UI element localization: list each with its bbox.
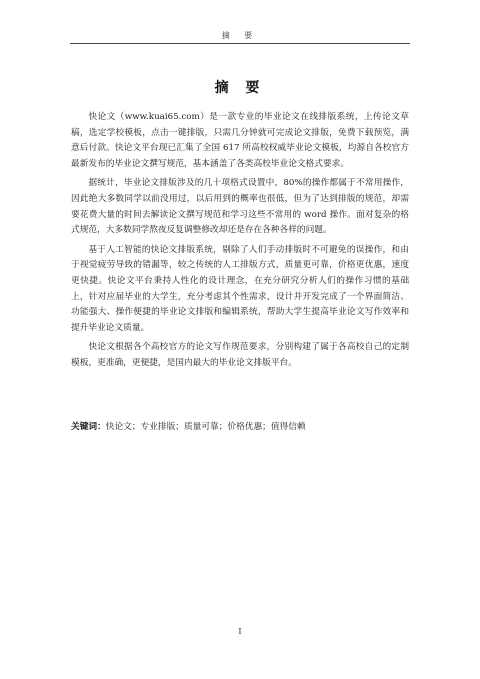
page-number: I	[238, 627, 242, 636]
abstract-paragraph-2: 据统计，毕业论文排版涉及的几十项格式设置中，80%的操作都属于不常用操作，因此绝大多数同学以前没用过，以后用到的概率也很低，但为了达到排版的规范，却需要花费大量的时间去解读论文撰写规范和学习这些不常用的 word 操作。面对复杂的格式规范，大多数同学熬夜反复调整修改却还是存在各种各样的问题。	[71, 178, 409, 236]
header-rule	[70, 43, 410, 44]
abstract-paragraph-1: 快论文（www.kuai65.com）是一款专业的毕业论文在线排版系统，上传论文草稿，选定学校模板，点击一键排版，只需几分钟就可完成论文排版，免费下载预览，满意后付款。快论文平台现已汇集了全国 617 所高校权威毕业论文模板，均源自各校官方最新发布的毕业论文撰写规范，基本涵盖了各类高校毕业论文格式要求。	[71, 112, 409, 169]
abstract-paragraph-4: 快论文根据各个高校官方的论文写作规范要求，分别构建了属于各高校自己的定制模板，更准确，更便捷，是国内最大的毕业论文排版平台。	[71, 342, 409, 368]
keywords-line	[71, 420, 409, 435]
running-header: 摘 要	[221, 31, 259, 40]
page-title: 摘 要	[214, 80, 266, 96]
abstract-body	[71, 110, 409, 376]
keywords-label: 关键词：	[71, 422, 106, 432]
abstract-paragraph-3: 基于人工智能的快论文排版系统，剔除了人们手动排版时不可避免的误操作，和由于视觉疲劳导致的错漏等，较之传统的人工排版方式，质量更可靠，价格更优惠，速度更快捷。快论文平台秉持人性化的设计理念，在充分研究分析人们的操作习惯的基础上，针对应届毕业的大学生，充分考虑其个性需求，设计并开发完成了一个界面简洁、功能强大、操作便捷的毕业论文排版和编辑系统，帮助大学生提高毕业论文写作效率和提升毕业论文质量。	[71, 244, 409, 333]
keywords-text: 快论文；专业排版；质量可靠；价格优惠；值得信赖	[105, 422, 306, 432]
